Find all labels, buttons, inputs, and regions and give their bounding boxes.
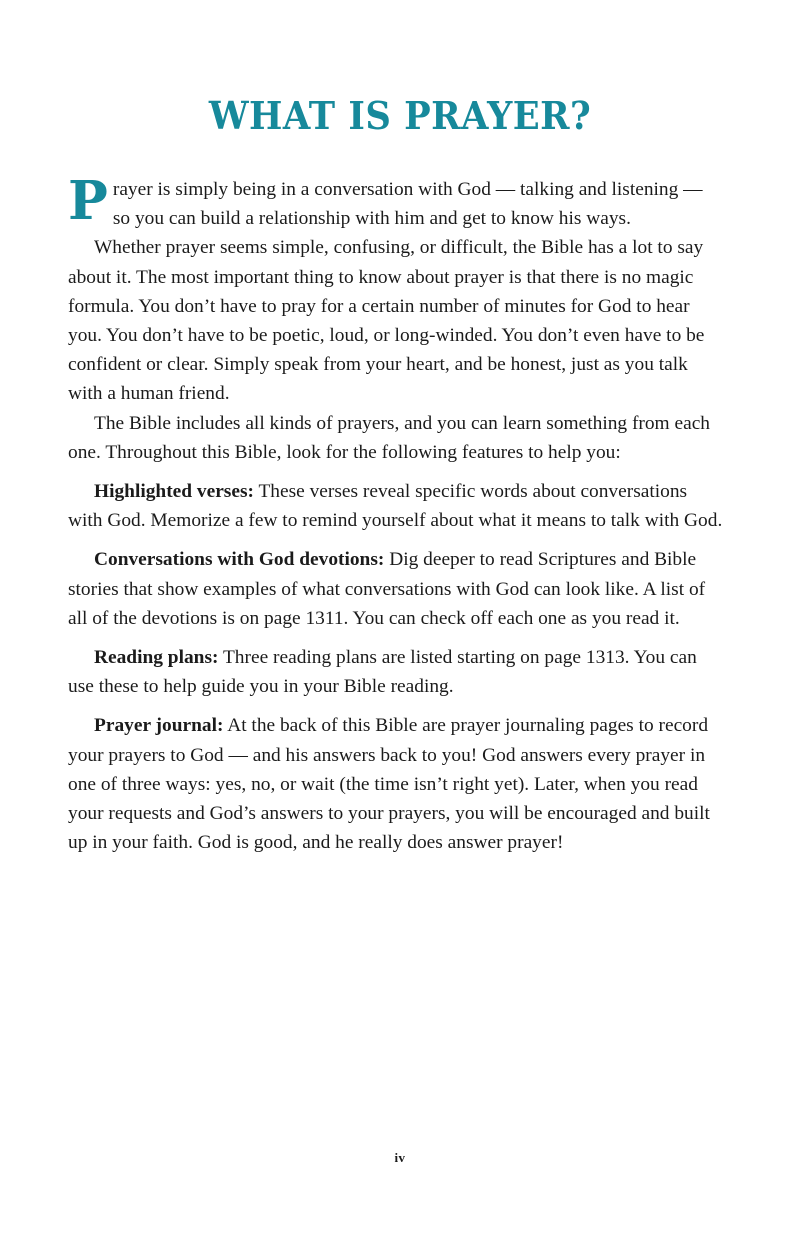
feature-reading-plans-label: Reading plans: — [94, 647, 219, 669]
body-content — [68, 170, 724, 857]
paragraph-about-prayer: Whether prayer seems simple, confusing, or difficult, the Bible has a lot to say about it. The most important thing to know about prayer is that there is no magic formula. You don’t have to pray for a certain number of minutes for God to hear you. You don’t have to be poetic, loud, or long-winded. You don’t even have to be confident or clear. Simply speak from your heart, and be honest, just as you talk with a human friend. — [68, 237, 705, 405]
feature-prayer-journal-body: At the back of this Bible are prayer journaling pages to record your prayers to God — and his answers back to you! God answers every prayer in one of three ways: yes, no, or wait (the time isn’t right yet). Later, when you read your requests and God’s answers to your prayers, you will be encouraged and built up in your faith. God is good, and he really does answer prayer! — [68, 715, 710, 854]
feature-highlighted-verses — [68, 477, 724, 535]
page-title: WHAT IS PRAYER? — [208, 93, 592, 139]
paragraph-features-intro: The Bible includes all kinds of prayers, and you can learn something from each one. Throughout this Bible, look for the following features to help you: — [68, 412, 711, 463]
feature-prayer-journal-label: Prayer journal: — [94, 715, 224, 737]
paragraph-lead — [68, 170, 724, 233]
page-number: iv — [394, 1150, 406, 1165]
drop-cap-letter: P — [68, 170, 108, 232]
feature-highlighted-verses-body: These verses reveal specific words about conversations with God. Memorize a few to remind yourself about what it means to talk with God. — [68, 481, 723, 532]
feature-reading-plans-body: Three reading plans are listed starting on page 1313. You can use these to help guide you in your Bible reading. — [68, 647, 697, 698]
feature-highlighted-verses-label: Highlighted verses: — [94, 481, 254, 503]
feature-conversations-devotions — [68, 545, 724, 633]
feature-reading-plans — [68, 643, 724, 701]
feature-conversations-devotions-body: Dig deeper to read Scriptures and Bible stories that show examples of what conversations with God can look like. A list of all of the devotions is on page 1311. You can check off each one as you read it. — [68, 549, 706, 629]
paragraph-lead-text: rayer is simply being in a conversation with God — talking and listening — so you can build a relationship with him and get to know his ways. — [112, 179, 703, 230]
feature-prayer-journal — [68, 711, 724, 857]
feature-conversations-devotions-label: Conversations with God devotions: — [94, 549, 385, 571]
